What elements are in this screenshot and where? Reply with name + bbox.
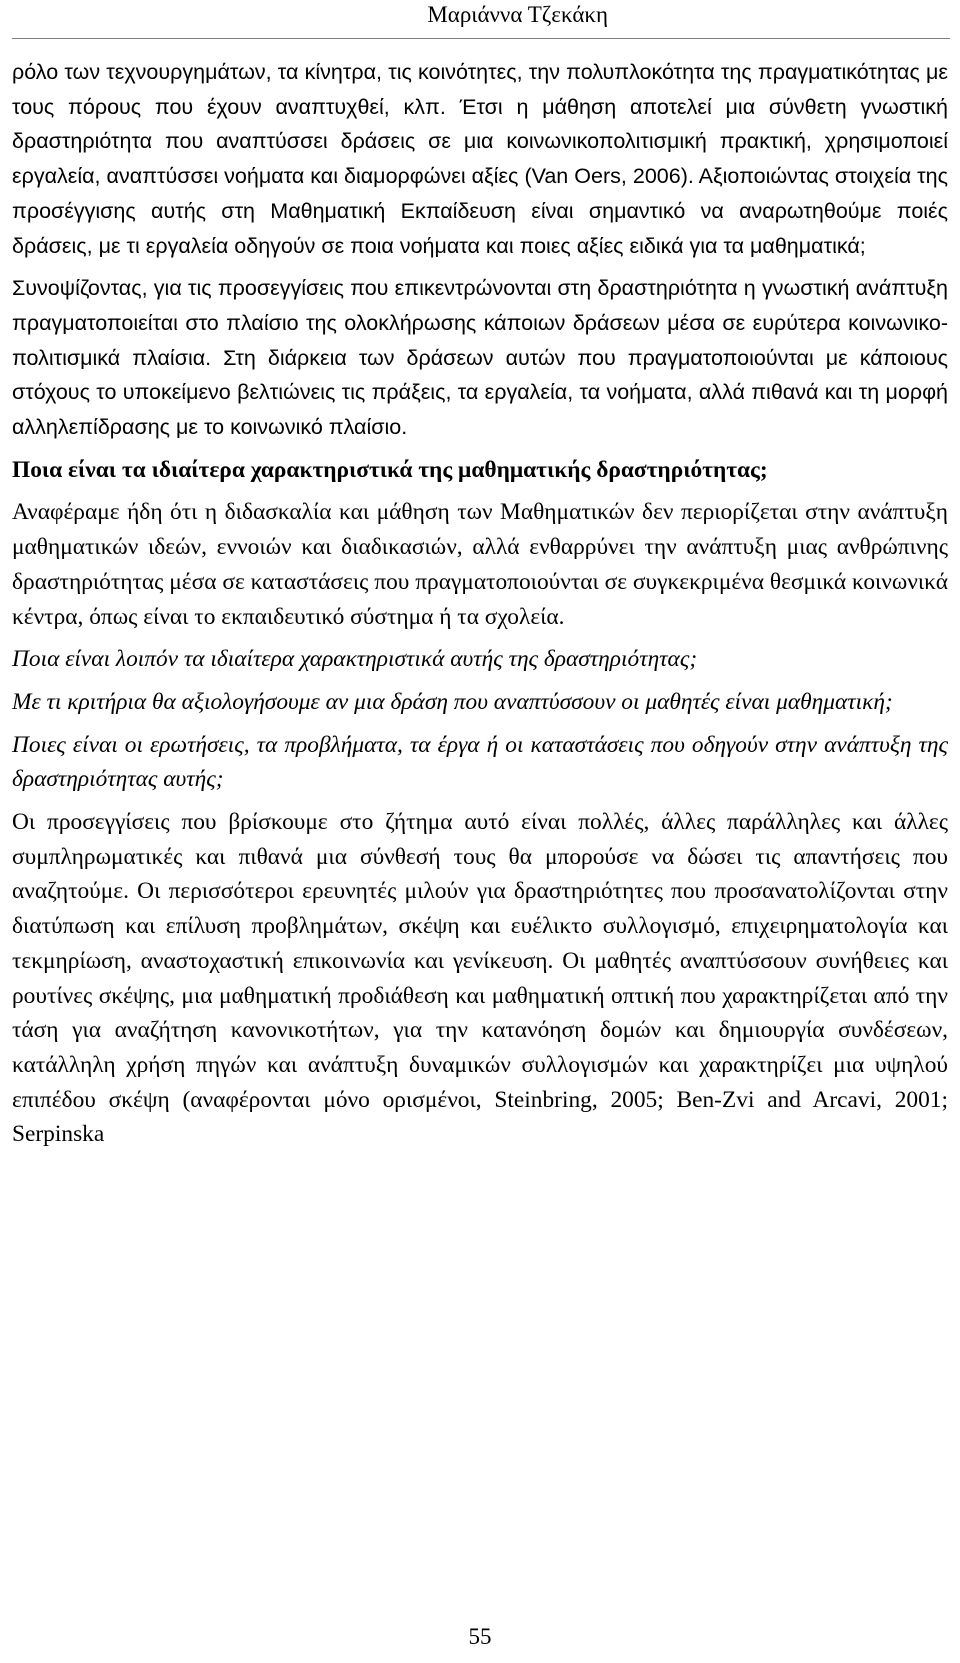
paragraph-activity-theory: ρόλο των τεχνουργημάτων, τα κίνητρα, τις κοινότητες, την πολυπλοκότητα της πραγματικότητας με τους πόρους που έχουν αναπτυχθεί, κλπ. Έτσι η μάθηση αποτελεί μια σύνθετη γνωστική δραστηριότητα που αναπτύσσει δράσεις σε μια κοινωνικοπολιτισμική πρακτική, χρησιμοποιεί εργαλεία, αναπτύσσει νοήματα και διαμορφώνει αξίες (Van Oers, 2006). Αξιοποιώντας στοιχεία της προσέγγισης αυτής στη Μαθηματική Εκπαίδευση είναι σημαντικό να αναρωτηθούμε ποιές δράσεις, με τι εργαλεία οδηγούν σε ποια νοήματα και ποιες αξίες ειδικά για τα μαθηματικά;	[12, 60, 948, 258]
header-divider	[12, 38, 950, 39]
running-header-author: Μαριάννα Τζεκάκη	[427, 2, 608, 27]
question-criteria: Με τι κριτήρια θα αξιολογήσουμε αν μια δράση που αναπτύσσουν οι μαθητές είναι μαθηματική;	[12, 688, 893, 715]
paragraph-teaching-learning: Αναφέραμε ήδη ότι η διδασκαλία και μάθηση των Μαθηματικών δεν περιορίζεται στην ανάπτυξη μαθηματικών ιδεών, εννοιών και διαδικασιών, αλλά ενθαρρύνει την ανάπτυξη μιας ανθρώπινης δραστηριότητας μέσα σε καταστάσεις που πραγματοποιούνται σε συγκεκριμένα θεσμικά κοινωνικά κέντρα, όπως είναι το εκπαιδευτικό σύστημα ή τα σχολεία.	[12, 499, 948, 630]
question-tasks: Ποιες είναι οι ερωτήσεις, τα προβλήματα, τα έργα ή οι καταστάσεις που οδηγούν στην ανάπτυξη της δραστηριότητας αυτής;	[12, 731, 948, 793]
page-number: 55	[468, 1624, 492, 1649]
section-heading: Ποια είναι τα ιδιαίτερα χαρακτηριστικά της μαθηματικής δραστηριότητας;	[12, 456, 768, 483]
body-text	[12, 55, 948, 1152]
paragraph-summary: Συνοψίζοντας, για τις προσεγγίσεις που επικεντρώνονται στη δραστηριότητα η γνωστική ανάπτυξη πραγματοποιείται στο πλαίσιο της ολοκλήρωσης κάποιων δράσεων μέσα σε ευρύτερα κοινωνικο-πολιτισμικά πλαίσια. Στη διάρκεια των δράσεων αυτών που πραγματοποιούνται με κάποιους στόχους το υποκείμενο βελτιώνεις τις πράξεις, τα εργαλεία, τα νοήματα, αλλά πιθανά και τη μορφή αλληλεπίδρασης με το κοινωνικό πλαίσιο.	[12, 276, 948, 440]
question-characteristics: Ποια είναι λοιπόν τα ιδιαίτερα χαρακτηριστικά αυτής της δραστηριότητας;	[12, 646, 698, 673]
paragraph-approaches: Οι προσεγγίσεις που βρίσκουμε στο ζήτημα αυτό είναι πολλές, άλλες παράλληλες και άλλες συμπληρωματικές και πιθανά μια σύνθεσή τους θα μπορούσε να δώσει τις απαντήσεις που αναζητούμε. Οι περισσότεροι ερευνητές μιλούν για δραστηριότητες που προσανατολίζονται στην διατύπωση και επίλυση προβλημάτων, σκέψη και ευέλικτο συλλογισμό, επιχειρηματολογία και τεκμηρίωση, αναστοχαστική επικοινωνία και γενίκευση. Οι μαθητές αναπτύσσουν συνήθειες και ρουτίνες σκέψης, μια μαθηματική προδιάθεση και μαθηματική οπτική που χαρακτηρίζεται από την τάση για αναζήτηση κανονικοτήτων, για την κατανόηση δομών και δημιουργία συνδέσεων, κατάλληλη χρήση πηγών και ανάπτυξη δυναμικών συλλογισμών και χαρακτηρίζει μια υψηλού επιπέδου σκέψη (αναφέρονται μόνο ορισμένοι, Steinbring, 2005; Ben-Zvi and Arcavi, 2001; Serpinska	[12, 809, 948, 1148]
